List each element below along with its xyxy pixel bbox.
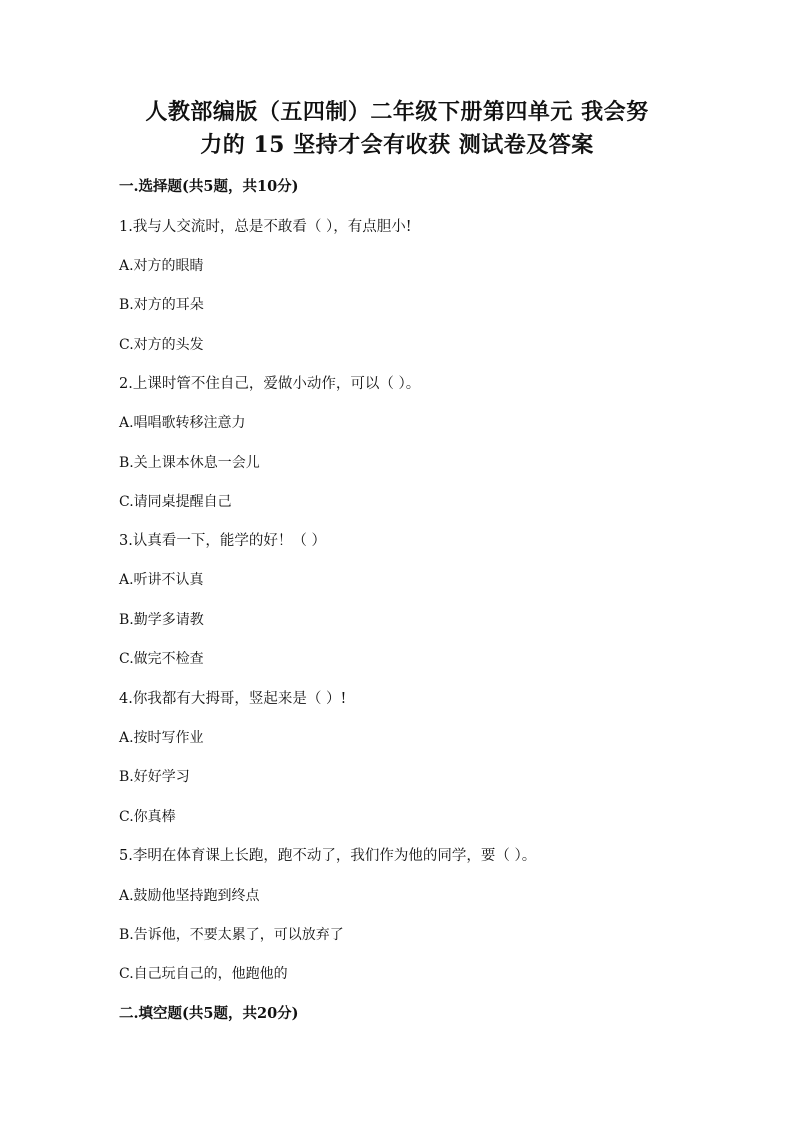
question-2-stem: 2.上课时管不住自己，爱做小动作，可以（ ）。 — [119, 376, 421, 392]
question-1-option-c: C.对方的头发 — [119, 337, 204, 353]
question-4-stem: 4.你我都有大拇哥，竖起来是（ ）! — [119, 691, 347, 707]
question-4-option-c: C.你真棒 — [119, 809, 176, 825]
question-2-option-b: B.关上课本休息一会儿 — [119, 455, 260, 471]
question-1-option-b: B.对方的耳朵 — [119, 297, 204, 313]
question-1-stem: 1.我与人交流时，总是不敢看（ ），有点胆小! — [119, 219, 412, 235]
question-5-option-a: A.鼓励他坚持跑到终点 — [119, 888, 260, 904]
question-3-stem: 3.认真看一下，能学的好！（ ） — [119, 533, 326, 549]
question-4-option-b: B.好好学习 — [119, 769, 190, 785]
question-2-option-a: A.唱唱歌转移注意力 — [119, 415, 246, 431]
question-5-stem: 5.李明在体育课上长跑，跑不动了，我们作为他的同学，要（ ）。 — [119, 848, 537, 864]
question-3-option-a: A.听讲不认真 — [119, 572, 204, 588]
question-2-option-c: C.请同桌提醒自己 — [119, 494, 232, 510]
question-3-option-b: B.勤学多请教 — [119, 612, 204, 628]
question-3-option-c: C.做完不检查 — [119, 651, 204, 667]
question-4-option-a: A.按时写作业 — [119, 730, 204, 746]
question-5-option-b: B.告诉他，不要太累了，可以放弃了 — [119, 927, 344, 943]
section-heading-choice: 一.选择题(共5题，共10分) — [119, 178, 299, 195]
document-title-line-2: 力的 15 坚持才会有收获 测试卷及答案 — [200, 132, 594, 158]
document-title-line-1: 人教部编版（五四制）二年级下册第四单元 我会努 — [145, 99, 649, 125]
section-heading-fill-in: 二.填空题(共5题，共20分) — [119, 1005, 299, 1022]
question-1-option-a: A.对方的眼睛 — [119, 258, 204, 274]
question-5-option-c: C.自己玩自己的，他跑他的 — [119, 966, 288, 982]
